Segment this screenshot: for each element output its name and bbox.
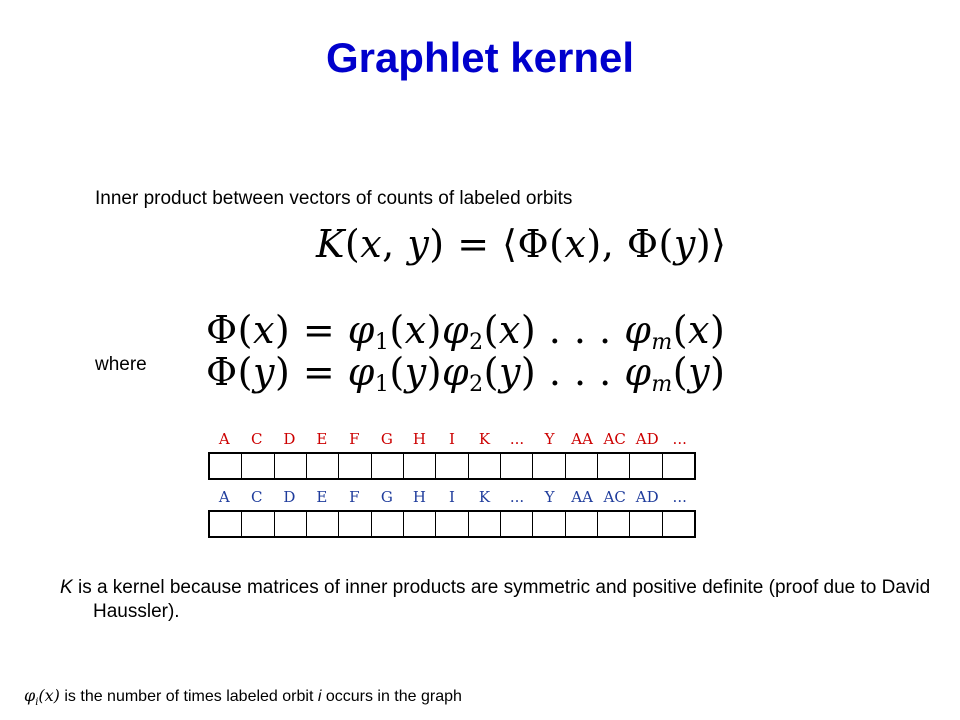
vector-cell	[307, 454, 339, 478]
vector-cell	[533, 512, 565, 536]
subtitle-text: Inner product between vectors of counts of labeled orbits	[95, 188, 573, 209]
vector-cell	[630, 454, 662, 478]
where-label: where	[95, 354, 147, 375]
orbit-label: G	[380, 430, 393, 448]
vector-cell	[566, 512, 598, 536]
orbit-label: I	[449, 488, 455, 506]
vector-cell	[275, 512, 307, 536]
vector-cell	[339, 512, 371, 536]
orbit-label: AD	[635, 488, 659, 506]
vector-cell	[598, 454, 630, 478]
orbit-label: ...	[509, 488, 525, 506]
orbit-labels-row-1	[208, 430, 696, 448]
vector-cell	[372, 512, 404, 536]
orbit-label: E	[316, 430, 328, 448]
vector-cell	[404, 454, 436, 478]
vector-cell	[210, 454, 242, 478]
orbit-label: AA	[571, 488, 593, 506]
footnote	[24, 686, 462, 708]
vector-cell	[242, 454, 274, 478]
orbit-label: D	[283, 430, 296, 448]
orbit-labels-row-2	[208, 488, 696, 506]
slide-title: Graphlet kernel	[325, 34, 635, 81]
orbit-label: ...	[509, 430, 525, 448]
vector-cell	[598, 512, 630, 536]
orbit-label: D	[283, 488, 296, 506]
vector-cell	[663, 512, 694, 536]
vector-cell	[566, 454, 598, 478]
phi-argument: (x)	[38, 686, 60, 705]
orbit-label: G	[380, 488, 393, 506]
vector-cell	[339, 454, 371, 478]
kernel-explanation-text: is a kernel because matrices of inner products are symmetric and positive definite (proof due to David Haussler).	[72, 577, 931, 622]
phi-subscript: i	[35, 697, 39, 709]
footnote-tail: occurs in the graph	[321, 688, 462, 705]
phi-symbol: φ	[24, 686, 36, 705]
vector-cell	[242, 512, 274, 536]
vector-cell	[275, 454, 307, 478]
vector-cell	[663, 454, 694, 478]
orbit-label: H	[412, 430, 426, 448]
phi-x-equation: $\Phi(x) = \varphi_1(x)\varphi_2(x)$ . . . $\varphi_m(x)$	[206, 308, 726, 355]
vector-cell	[210, 512, 242, 536]
orbit-label: H	[412, 488, 426, 506]
orbit-label: F	[349, 430, 360, 448]
orbit-label: A	[218, 430, 230, 448]
orbit-label: A	[218, 488, 230, 506]
orbit-label: AC	[603, 430, 626, 448]
vector-cell	[501, 454, 533, 478]
orbit-label: Y	[544, 430, 555, 448]
orbit-label: F	[349, 488, 360, 506]
footnote-text: is the number of times labeled orbit	[59, 688, 318, 705]
vector-cell	[436, 454, 468, 478]
orbit-label: AC	[603, 488, 626, 506]
vector-cell	[307, 512, 339, 536]
vector-cell	[469, 454, 501, 478]
vector-cell	[469, 512, 501, 536]
footnote-variable: i	[317, 688, 322, 705]
orbit-label: E	[316, 488, 328, 506]
vector-cell	[436, 512, 468, 536]
orbit-label: AD	[635, 430, 659, 448]
orbit-label: K	[478, 430, 491, 448]
vector-cell	[501, 512, 533, 536]
orbit-label: C	[251, 430, 263, 448]
vector-cell	[404, 512, 436, 536]
vector-cell	[372, 454, 404, 478]
orbit-label: Y	[544, 488, 555, 506]
orbit-label: C	[251, 488, 263, 506]
orbit-label: ...	[672, 430, 687, 448]
orbit-label: K	[478, 488, 491, 506]
kernel-symbol: K	[60, 577, 73, 598]
kernel-equation: K(x, y) = ⟨Φ(x), Φ(y)⟩	[316, 222, 727, 266]
vector-cell	[533, 454, 565, 478]
phi-y-equation: $\Phi(y) = \varphi_1(y)\varphi_2(y)$ . . . $\varphi_m(y)$	[206, 350, 726, 397]
count-vector-2	[208, 510, 696, 538]
count-vector-1	[208, 452, 696, 480]
orbit-label: AA	[571, 430, 593, 448]
orbit-label: I	[449, 430, 455, 448]
kernel-explanation	[60, 576, 933, 624]
vector-cell	[630, 512, 662, 536]
orbit-label: ...	[672, 488, 687, 506]
